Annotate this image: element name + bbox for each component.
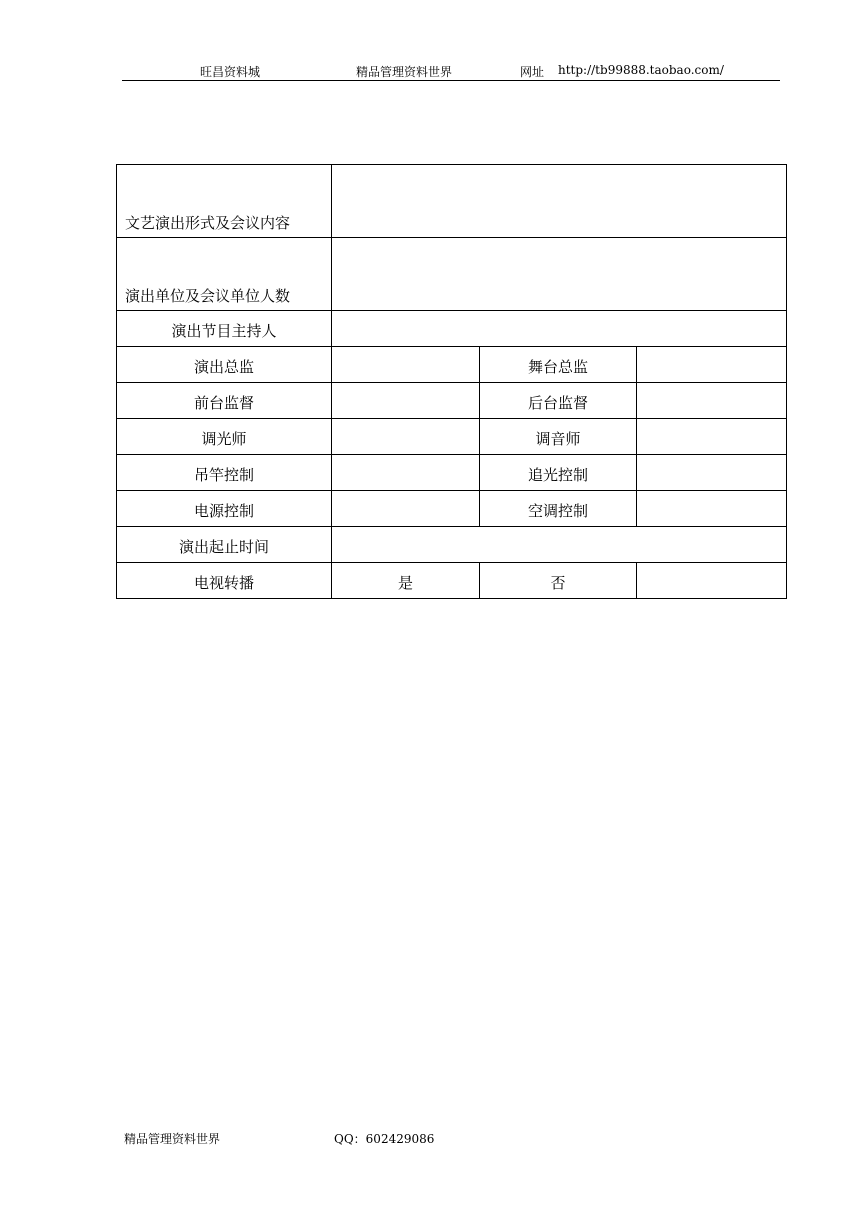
- field-performance-form[interactable]: [332, 165, 787, 238]
- table-row: [117, 383, 787, 419]
- label-units-count: 演出单位及会议单位人数: [117, 238, 332, 311]
- footer-qq: QQ：602429086: [334, 1132, 435, 1146]
- header-url-label: 网址: [520, 65, 545, 79]
- field-show-director[interactable]: [332, 347, 480, 383]
- label-lighting: 调光师: [117, 419, 332, 455]
- table-row: [117, 419, 787, 455]
- table-row: [117, 491, 787, 527]
- label-back-supervisor: 后台监督: [480, 383, 637, 419]
- header-shop-name: 旺昌资料城: [200, 65, 261, 79]
- field-front-supervisor[interactable]: [332, 383, 480, 419]
- field-lighting[interactable]: [332, 419, 480, 455]
- field-tv-broadcast-note[interactable]: [637, 563, 787, 599]
- label-fly-control: 吊竿控制: [117, 455, 332, 491]
- field-sound[interactable]: [637, 419, 787, 455]
- field-time[interactable]: [332, 527, 787, 563]
- label-stage-director: 舞台总监: [480, 347, 637, 383]
- label-front-supervisor: 前台监督: [117, 383, 332, 419]
- table-row: [117, 455, 787, 491]
- table-row: [117, 563, 787, 599]
- field-back-supervisor[interactable]: [637, 383, 787, 419]
- field-fly-control[interactable]: [332, 455, 480, 491]
- field-units-count[interactable]: [332, 238, 787, 311]
- label-time: 演出起止时间: [117, 527, 332, 563]
- label-power-control: 电源控制: [117, 491, 332, 527]
- field-stage-director[interactable]: [637, 347, 787, 383]
- table-row: [117, 165, 787, 238]
- header-slogan: 精品管理资料世界: [356, 65, 453, 79]
- option-yes[interactable]: 是: [332, 563, 480, 599]
- table-row: [117, 527, 787, 563]
- label-ac-control: 空调控制: [480, 491, 637, 527]
- label-follow-spot: 追光控制: [480, 455, 637, 491]
- option-no[interactable]: 否: [480, 563, 637, 599]
- performance-form-table: [116, 164, 787, 599]
- label-show-director: 演出总监: [117, 347, 332, 383]
- field-follow-spot[interactable]: [637, 455, 787, 491]
- field-host[interactable]: [332, 311, 787, 347]
- table-row: [117, 238, 787, 311]
- footer-slogan: 精品管理资料世界: [124, 1132, 221, 1146]
- header-url: http://tb99888.taobao.com/: [558, 63, 724, 77]
- label-sound: 调音师: [480, 419, 637, 455]
- label-tv-broadcast: 电视转播: [117, 563, 332, 599]
- page-header: [122, 62, 780, 81]
- field-power-control[interactable]: [332, 491, 480, 527]
- table-row: [117, 311, 787, 347]
- table-row: [117, 347, 787, 383]
- label-host: 演出节目主持人: [117, 311, 332, 347]
- label-performance-form: 文艺演出形式及会议内容: [117, 165, 332, 238]
- field-ac-control[interactable]: [637, 491, 787, 527]
